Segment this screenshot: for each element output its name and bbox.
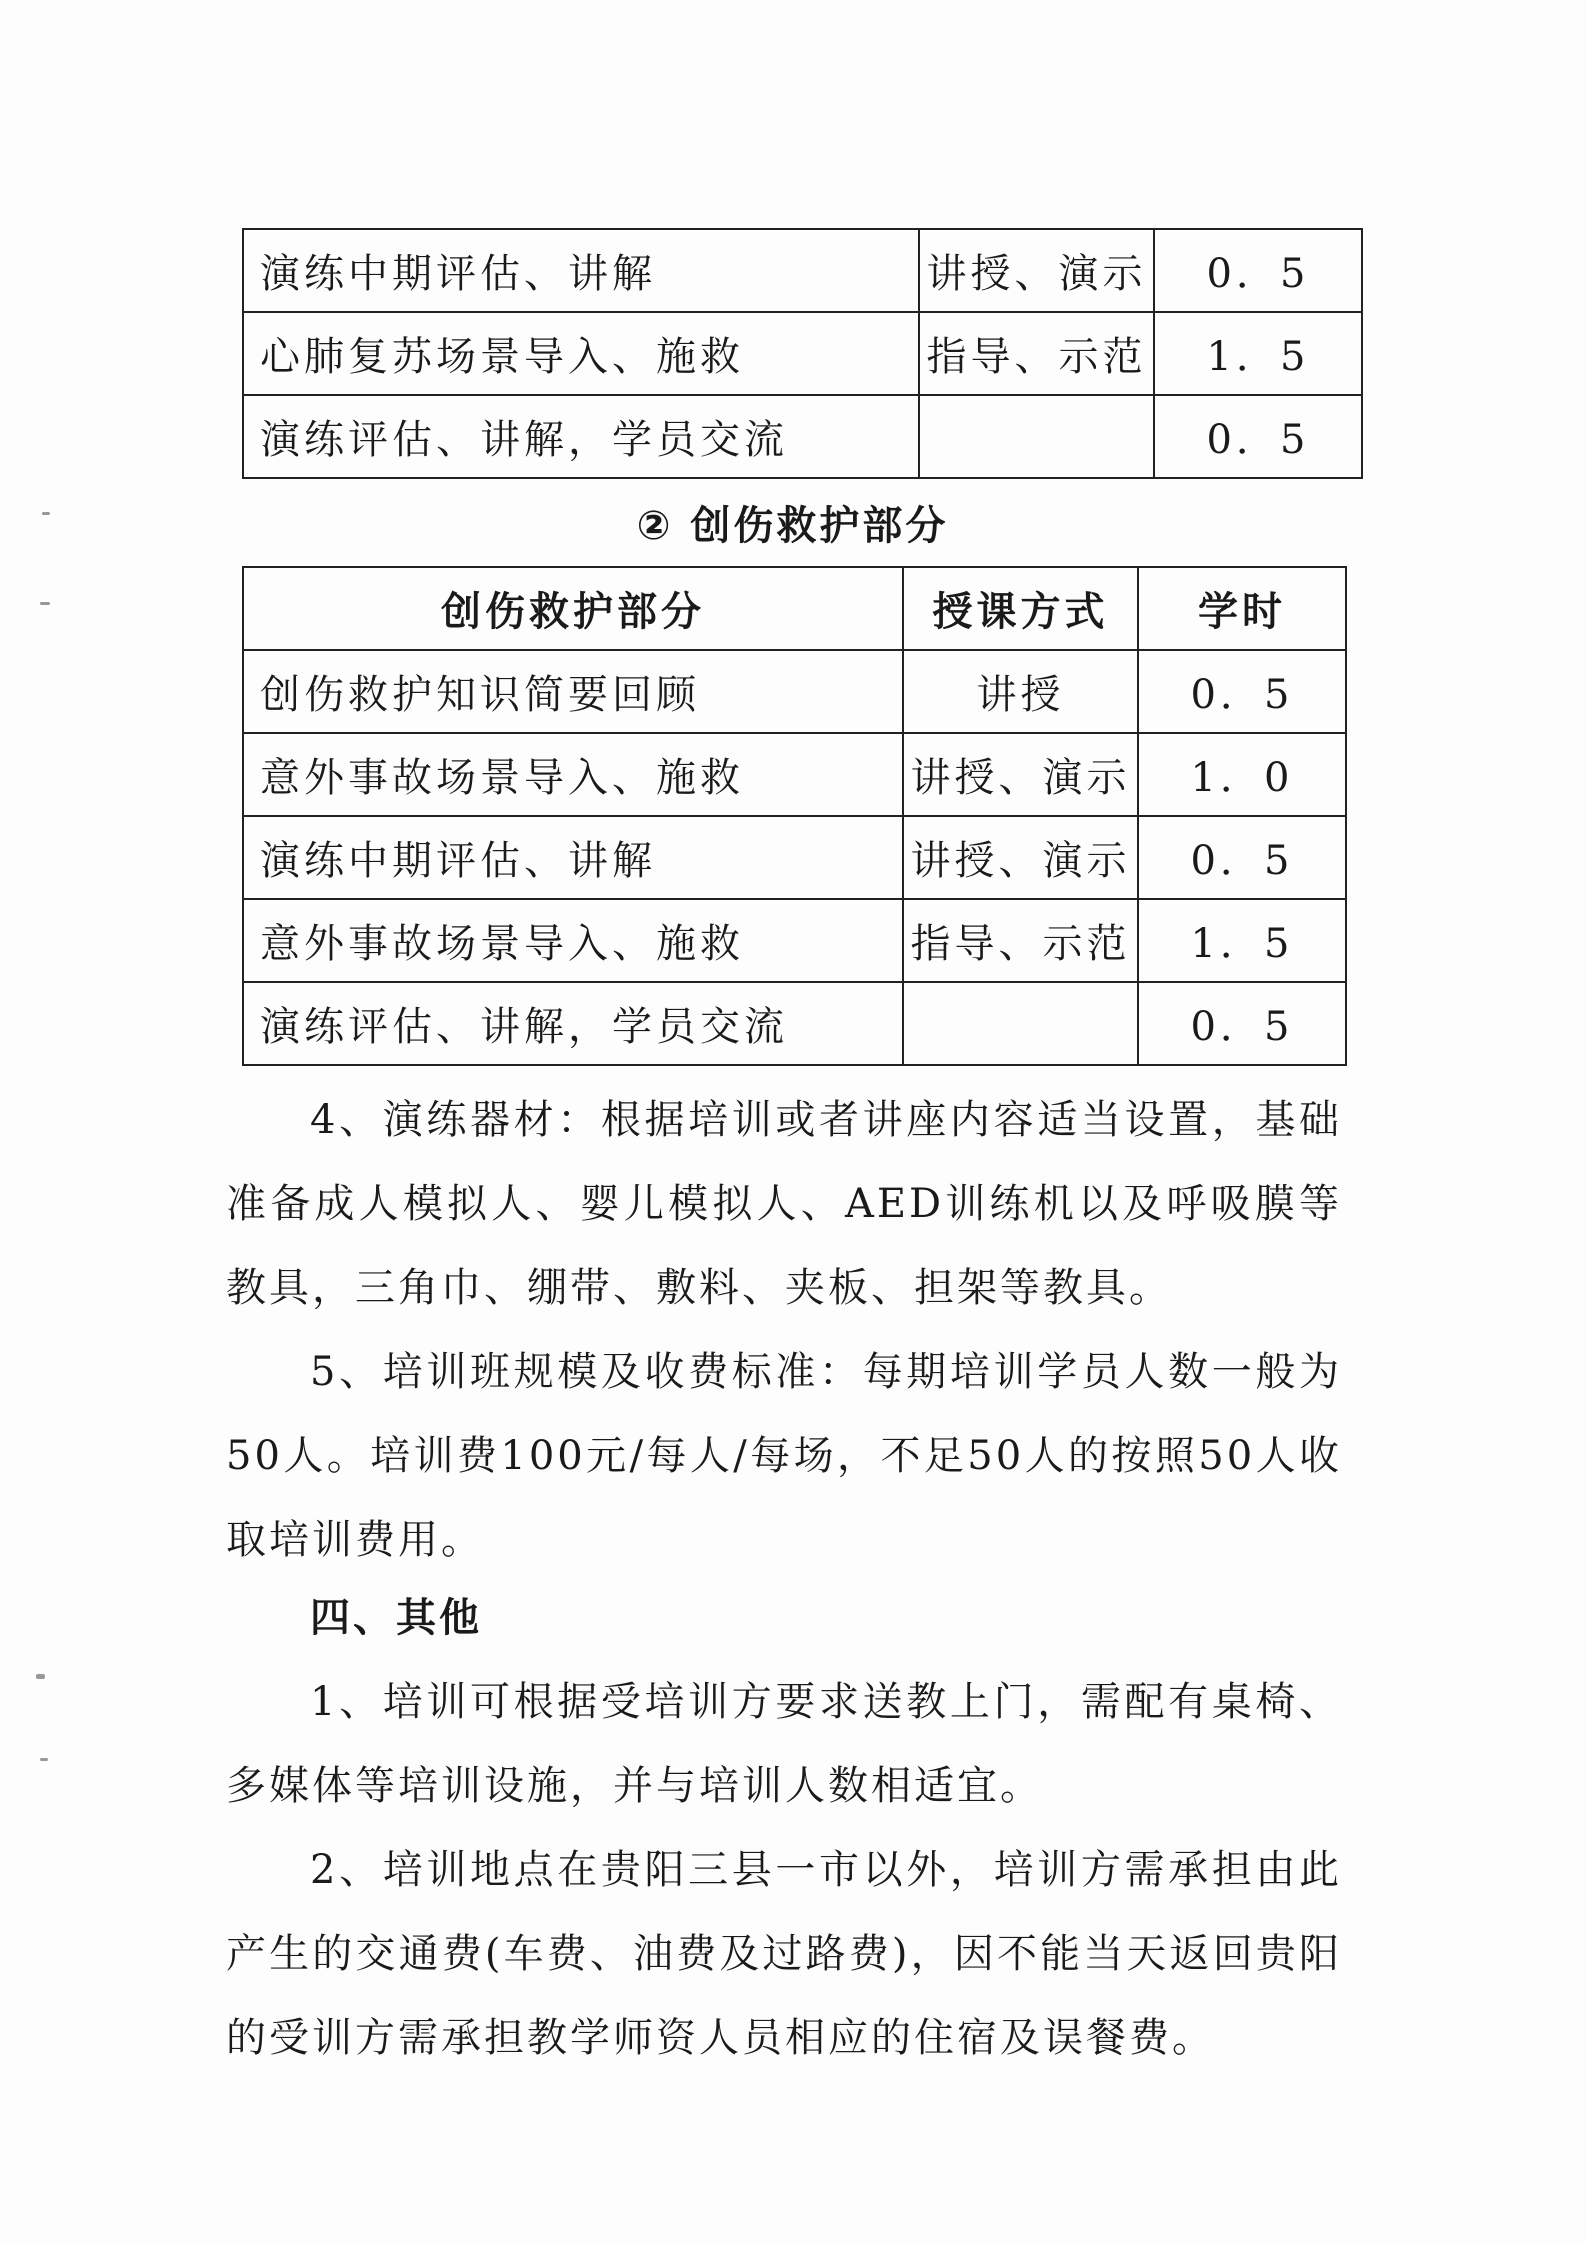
table-row [243, 899, 1346, 982]
travel-cost-paragraph: 2、培训地点在贵阳三县一市以外，培训方需承担由此产生的交通费(车费、油费及过路费)，因不能当天返回贵阳的受训方需承担教学师资人员相应的住宿及误餐费。 [226, 1847, 1342, 2061]
header-item: 创伤救护部分 [243, 567, 903, 650]
table-row [243, 229, 1362, 312]
course-hours: 0．5 [1138, 816, 1346, 899]
table-row [243, 312, 1362, 395]
course-item: 演练中期评估、讲解 [243, 816, 903, 899]
table-row [243, 395, 1362, 478]
course-item: 演练评估、讲解，学员交流 [243, 982, 903, 1065]
table-row [243, 816, 1346, 899]
teaching-method: 讲授 [903, 650, 1138, 733]
teaching-method [919, 395, 1154, 478]
trauma-course-table [242, 566, 1347, 1066]
teaching-method: 讲授、演示 [903, 816, 1138, 899]
course-item: 创伤救护知识简要回顾 [243, 650, 903, 733]
course-hours: 0．5 [1154, 395, 1362, 478]
table-header-row [243, 567, 1346, 650]
course-item: 演练评估、讲解，学员交流 [243, 395, 919, 478]
teaching-method: 讲授、演示 [919, 229, 1154, 312]
scan-speck [40, 1758, 48, 1761]
teaching-method: 指导、示范 [919, 312, 1154, 395]
class-size-fee-paragraph: 5、培训班规模及收费标准：每期培训学员人数一般为50人。培训费100元/每人/每场，不足50人的按照50人收取培训费用。 [226, 1349, 1342, 1563]
teaching-method [903, 982, 1138, 1065]
section-heading-other: 四、其他 [310, 1595, 482, 1641]
course-hours: 1．5 [1154, 312, 1362, 395]
table-row [243, 650, 1346, 733]
course-hours: 0．5 [1154, 229, 1362, 312]
equipment-paragraph: 4、演练器材：根据培训或者讲座内容适当设置，基础准备成人模拟人、婴儿模拟人、AED训练机以及呼吸膜等教具，三角巾、绷带、敷料、夹板、担架等教具。 [226, 1097, 1342, 1311]
course-item: 演练中期评估、讲解 [243, 229, 919, 312]
course-hours: 1．5 [1138, 899, 1346, 982]
cpr-course-table [242, 228, 1363, 479]
teaching-method: 讲授、演示 [903, 733, 1138, 816]
course-hours: 0．5 [1138, 650, 1346, 733]
header-hours: 学时 [1138, 567, 1346, 650]
course-item: 意外事故场景导入、施救 [243, 733, 903, 816]
teaching-method: 指导、示范 [903, 899, 1138, 982]
course-item: 意外事故场景导入、施救 [243, 899, 903, 982]
table-row [243, 982, 1346, 1065]
trauma-section-title: ② 创伤救护部分 [636, 503, 949, 549]
scan-speck [40, 602, 50, 605]
course-hours: 0．5 [1138, 982, 1346, 1065]
course-item: 心肺复苏场景导入、施救 [243, 312, 919, 395]
scan-speck [42, 512, 50, 515]
scan-speck [36, 1674, 45, 1679]
on-site-training-paragraph: 1、培训可根据受培训方要求送教上门，需配有桌椅、多媒体等培训设施，并与培训人数相适宜。 [226, 1679, 1342, 1809]
header-method: 授课方式 [903, 567, 1138, 650]
course-hours: 1．0 [1138, 733, 1346, 816]
table-row [243, 733, 1346, 816]
